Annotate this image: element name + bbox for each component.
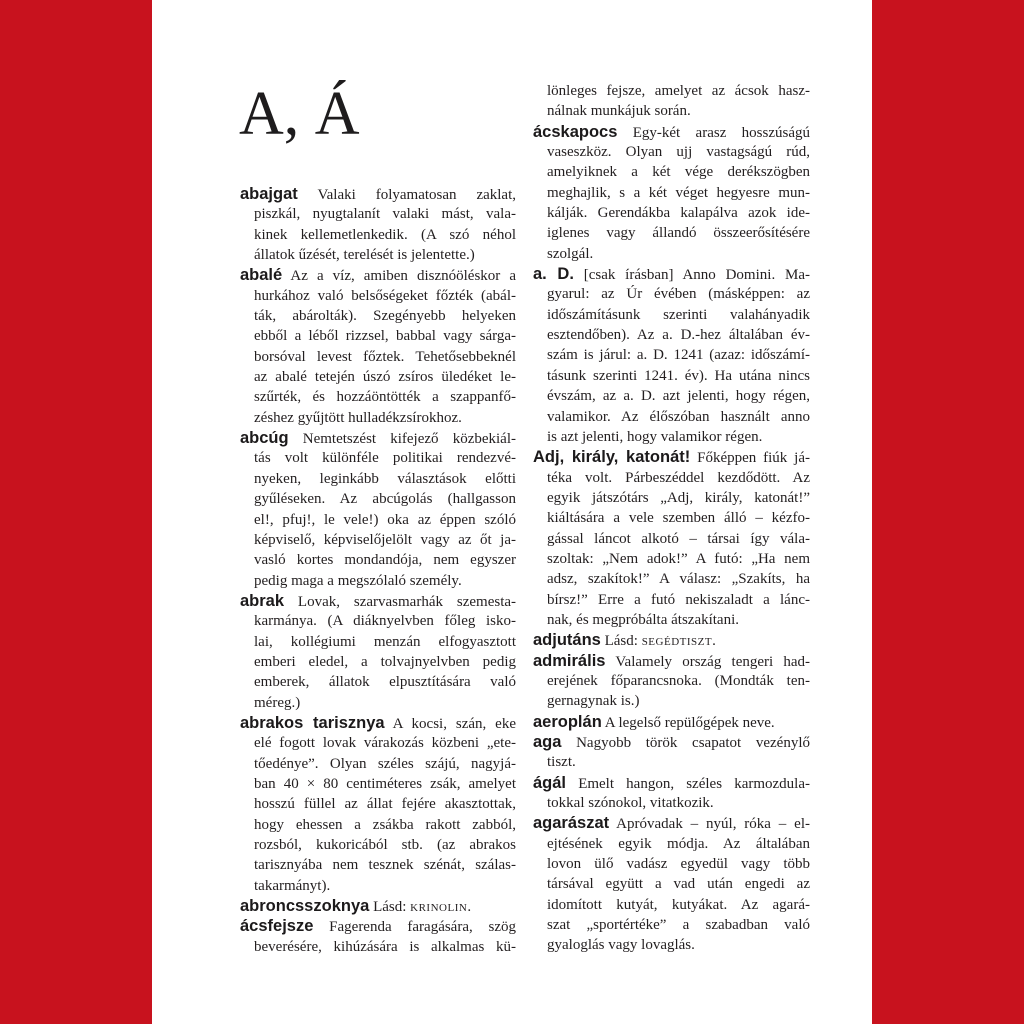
entry-line (533, 244, 810, 264)
entry-line (240, 326, 516, 346)
definition-text: Valamely ország tengeri had- (615, 653, 810, 670)
entry-line (533, 793, 810, 813)
definition-text: tőedénye”. Olyan széles szájú, nagyjá- (254, 755, 516, 772)
cross-reference-punctuation: . (467, 899, 472, 916)
definition-text: [csak írásban] Anno Domini. Ma- (583, 267, 810, 284)
definition-text: takarmányt). (254, 877, 331, 894)
headword: abrakos tarisznya (240, 713, 385, 732)
entry-line (240, 774, 516, 794)
headword: a. D. (533, 265, 574, 284)
definition-text: tarisznyába nem tesznek szénát, szálas- (254, 857, 516, 874)
headword: aga (533, 733, 562, 751)
definition-text: Az a víz, amiben disznóöléskor a (290, 268, 516, 285)
entry-line (533, 691, 810, 711)
definition-text: szat „sportértéke” a szabadban való (547, 917, 810, 934)
entry-line (240, 632, 516, 652)
entry-line (533, 183, 810, 203)
definition-text: lovon ülő vadász egyedül vagy több (547, 856, 810, 873)
entry-line (240, 225, 516, 245)
entry-line (533, 407, 810, 427)
headword: aeroplán (533, 712, 602, 731)
entry-first-line (240, 916, 516, 936)
entry-line (533, 325, 810, 345)
entry-line (533, 81, 810, 101)
entry-first-line (533, 630, 810, 650)
definition-text: gyarul: az Úr évében (másképpen: az (547, 286, 810, 303)
definition-text: esztendőben). Az a. D.-hez általában év- (547, 327, 810, 344)
entry-line (240, 876, 516, 896)
headword: abroncsszoknya (240, 897, 370, 916)
definition-text: szám is járul: a. D. 1241 (azaz: időszámí- (547, 347, 810, 364)
entry-line (533, 305, 810, 325)
entry-line (533, 366, 810, 386)
entry-line (533, 752, 810, 772)
definition-text: kinek kellemetlenkedik. (A szó néhol (254, 226, 516, 243)
definition-text: szolgál. (547, 245, 594, 262)
definition-text: tásunk szerinti 1241. év). Ha utána nincs (547, 367, 810, 384)
left-column (240, 184, 516, 957)
entry-line (533, 569, 810, 589)
entry-line (533, 284, 810, 304)
definition-text: vaseszköz. Olyan ujj vastagságú rúd, (547, 144, 810, 161)
definition-text: hurkához való belsőségeket főzték (abál- (254, 287, 516, 304)
definition-text: iglenes vagy állandó összeerősítésére (547, 225, 810, 242)
entry-line (533, 386, 810, 406)
entry-line (533, 610, 810, 630)
entry-line (533, 874, 810, 894)
headword: ácskapocs (533, 122, 618, 141)
definition-text: piszkál, nyugtalanít valaki mást, vala- (254, 206, 516, 223)
entry-line (240, 387, 516, 407)
cross-reference-punctuation: . (712, 633, 716, 650)
entry-line (533, 935, 810, 955)
definition-text: nálnak munkájuk során. (547, 103, 691, 120)
definition-text: zéshez gyűjtött hulladékzsírokhoz. (254, 409, 462, 426)
headword: abcúg (240, 429, 289, 448)
entry-line (533, 488, 810, 508)
definition-text: ebből a léből rizzsel, babbal vagy sárga- (254, 328, 516, 345)
cross-reference: SEGÉDTISZT (641, 636, 713, 649)
definition-text: tás volt különféle politikai rendezvé- (254, 450, 516, 467)
definition-text: Egy-két arasz hosszúságú (632, 124, 810, 141)
definition-text: rozsból, kukoricából stb. (az abrakos (254, 837, 516, 853)
definition-text: beverésére, kihúzására is alkalmas kü- (254, 938, 516, 955)
definition-text: ták, abárolták). Szegényebb helyeken (254, 308, 516, 325)
entry-line (240, 550, 516, 570)
headword: abalé (240, 266, 283, 285)
entry-line (240, 672, 516, 692)
definition-text: képviselő, képviselőjelölt vagy az őt ja- (254, 531, 516, 548)
definition-text: Emelt hangon, széles karmozdula- (578, 775, 810, 792)
definition-text: Apróvadak – nyúl, róka – el- (616, 816, 810, 833)
entry-line (240, 835, 516, 855)
right-column (533, 81, 810, 956)
definition-text: gyűléseken. Az abcúgolás (hallgasson (254, 491, 516, 508)
definition-text: Lásd: (373, 899, 407, 916)
definition-text: kálják. Gerendákba kalapálva azok ide- (547, 205, 810, 222)
definition-text: lönleges fejsze, amelyet az ácsok hasz- (547, 83, 810, 99)
entry-line (240, 510, 516, 530)
entry-line (533, 142, 810, 162)
page-title: A, Á (239, 80, 360, 148)
definition-text: meghajlik, s a két véget hegyesre mun- (547, 184, 810, 201)
entry-line (240, 530, 516, 550)
entry-line (240, 367, 516, 387)
definition-text: Lásd: (604, 633, 638, 650)
definition-text: nak, és megpróbálta átszakítani. (547, 611, 740, 628)
definition-text: erejének főparancsnoka. (Mondták ten- (547, 672, 810, 689)
entry-line (240, 469, 516, 489)
definition-text: Valaki folyamatosan zaklat, (317, 187, 517, 203)
definition-text: is azt jelenti, hogy valamikor régen. (547, 428, 763, 445)
entry-line (240, 306, 516, 326)
definition-text: gással láncot alkotó – társai így vála- (547, 530, 810, 547)
definition-text: amelyiknek a két vége derékszögben (547, 164, 810, 181)
definition-text: az abalé tetején úszó zsíros üledéket le- (254, 369, 516, 386)
entry-first-line (533, 712, 810, 732)
entry-line (240, 571, 516, 591)
definition-text: időszámításunk szerinti valahányadik (547, 306, 810, 323)
cross-reference: KRINOLIN (410, 902, 468, 915)
definition-text: emberi eledel, a tolvajnyelvben pedig (254, 653, 516, 670)
entry-first-line (240, 896, 516, 916)
definition-text: szűrték, és hozzáöntötték a szappanfő- (254, 389, 516, 406)
entry-line (533, 345, 810, 365)
definition-text: társával együtt a vad után engedi az (547, 876, 810, 893)
definition-text: gernagynak is.) (547, 693, 640, 710)
entry-line (533, 427, 810, 447)
entry-line (533, 223, 810, 243)
definition-text: évszám, az a. D. azt jelenti, hogy régen, (547, 388, 810, 405)
entry-line (240, 794, 516, 814)
entry-first-line (533, 732, 810, 752)
entry-first-line (240, 428, 516, 448)
definition-text: A kocsi, szán, eke (392, 715, 516, 732)
definition-text: nyeken, leginkább választások előtti (254, 470, 516, 487)
border-band-left (0, 0, 152, 1024)
definition-text: elé fogott lovak várakozás közbeni „ete- (254, 735, 516, 752)
headword: Adj, király, katonát! (533, 448, 691, 467)
entry-line (533, 508, 810, 528)
definition-text: borsóval levest főztek. Tehetősebbeknél (254, 348, 516, 365)
entry-first-line (533, 813, 810, 833)
entry-line (533, 895, 810, 915)
definition-text: hosszú füllel az állat fejére akasztottak, (254, 796, 516, 813)
entry-line (240, 652, 516, 672)
entry-line (240, 347, 516, 367)
entry-line (240, 204, 516, 224)
entry-line (240, 937, 516, 957)
definition-text: tokkal szónokol, vitatkozik. (547, 795, 714, 812)
entry-line (533, 549, 810, 569)
entry-line (240, 855, 516, 875)
definition-text: idomított kutyát, kutyákat. Az agará- (547, 896, 810, 913)
definition-text: Nagyobb török csapatot vezénylő (576, 735, 810, 751)
entry-line (533, 101, 810, 121)
definition-text: emberek, állatok elpusztítására való (254, 674, 516, 691)
headword: abajgat (240, 185, 298, 203)
headword: ácsfejsze (240, 917, 314, 936)
definition-text: el!, pfuj!, le vele!) oka az éppen szóló (254, 511, 516, 528)
entry-line (533, 468, 810, 488)
entry-line (240, 286, 516, 306)
definition-text: Főképpen fiúk já- (697, 450, 810, 467)
headword: adjutáns (533, 631, 601, 650)
definition-text: adsz, szakítok!” A válasz: „Szakíts, ha (547, 571, 810, 588)
definition-text: A legelső repülőgépek neve. (604, 714, 775, 731)
definition-text: hogy ehessen a zsákba rakott zabból, (254, 816, 516, 833)
entry-first-line (240, 265, 516, 285)
headword: agarászat (533, 814, 610, 833)
entry-line (533, 671, 810, 691)
definition-text: egyik játszótárs „Adj, király, katonát!” (547, 489, 810, 506)
entry-line (240, 611, 516, 631)
definition-text: Lovak, szarvasmarhák szemesta- (297, 593, 517, 610)
definition-text: Fagerenda faragására, szög (329, 919, 517, 936)
definition-text: tiszt. (547, 754, 576, 771)
definition-text: állatok űzését, terelését is jelentette.) (254, 247, 475, 264)
headword: ágál (533, 773, 567, 792)
entry-line (240, 733, 516, 753)
entry-line (533, 590, 810, 610)
entry-line (240, 754, 516, 774)
definition-text: gyaloglás vagy lovaglás. (547, 937, 695, 954)
border-band-right (872, 0, 1024, 1024)
entry-first-line (240, 184, 516, 204)
entry-line (240, 408, 516, 428)
definition-text: ejtésének egyik módja. Az általában (547, 835, 810, 852)
entry-line (533, 203, 810, 223)
entry-first-line (533, 447, 810, 467)
entry-line (533, 854, 810, 874)
definition-text: ban 40 × 80 centiméteres zsák, amelyet (254, 775, 516, 792)
entry-line (240, 693, 516, 713)
definition-text: Nemtetszést kifejező közbekiál- (302, 431, 517, 448)
definition-text: méreg.) (254, 694, 301, 711)
definition-text: pedig maga a megszólaló személy. (254, 572, 462, 589)
entry-first-line (533, 264, 810, 284)
entry-line (533, 529, 810, 549)
definition-text: kiáltására a vele szemben álló – kézfo- (547, 510, 810, 527)
headword: abrak (240, 591, 285, 610)
entry-line (240, 245, 516, 265)
definition-text: karmánya. (A diáknyelvben főleg isko- (254, 613, 516, 630)
entry-line (240, 448, 516, 468)
entry-line (533, 915, 810, 935)
entry-first-line (533, 773, 810, 793)
entry-first-line (240, 591, 516, 611)
definition-text: szoltak: „Nem adok!” A futó: „Ha nem (547, 550, 810, 567)
entry-line (240, 815, 516, 835)
definition-text: lai, kollégiumi menzán elfogyasztott (254, 633, 516, 650)
definition-text: valamikor. Az élőszóban használt anno (547, 408, 810, 425)
entry-line (533, 162, 810, 182)
entry-first-line (240, 713, 516, 733)
entry-first-line (533, 122, 810, 142)
definition-text: bírsz!” Erre a futó nekiszaladt a lánc- (547, 591, 810, 608)
headword: admirális (533, 651, 606, 670)
definition-text: vasló kortes mondandója, nem egyszer (254, 552, 516, 569)
definition-text: téka volt. Párbeszéddel kezdődött. Az (547, 469, 810, 486)
entry-line (533, 834, 810, 854)
entry-first-line (533, 651, 810, 671)
entry-line (240, 489, 516, 509)
